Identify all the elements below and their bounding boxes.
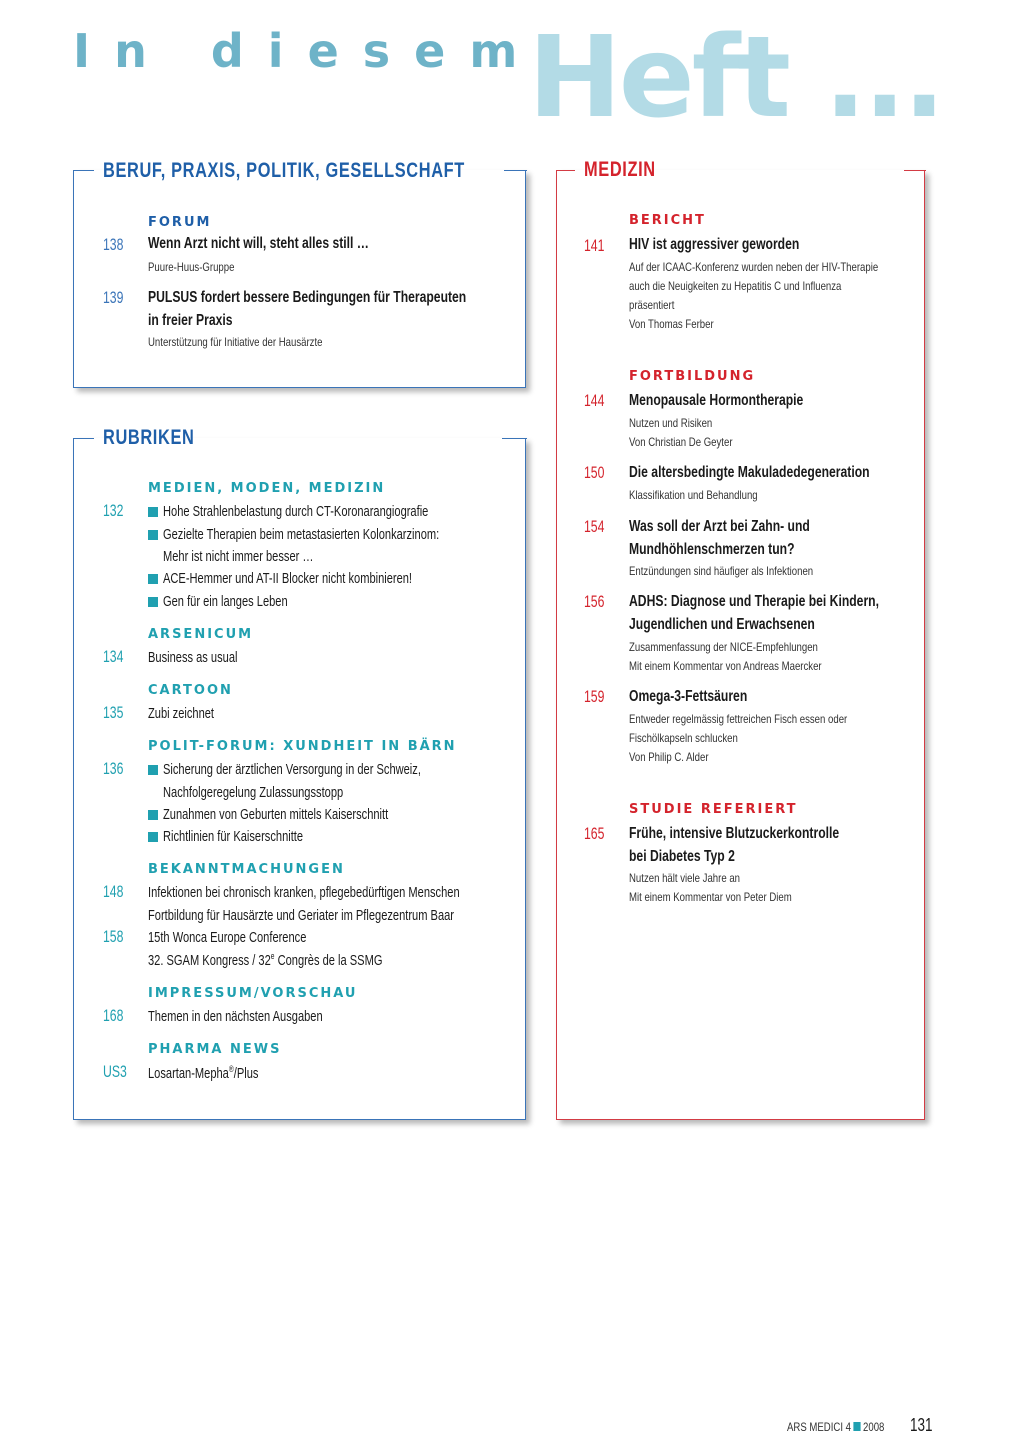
article-title: Frühe, intensive Blutzuckerkontrolle xyxy=(629,825,840,842)
article-sub: Entweder regelmässig fettreichen Fisch essen oder xyxy=(629,712,848,726)
page-134: 134 xyxy=(103,647,124,666)
footer-square-icon xyxy=(853,1422,860,1431)
beruf-box xyxy=(73,170,526,388)
page-156: 156 xyxy=(584,592,605,611)
list-item: Zunahmen von Geburten mittels Kaiserschnitt xyxy=(163,806,389,823)
page-136: 136 xyxy=(103,759,124,778)
article-title: Menopausale Hormontherapie xyxy=(629,392,804,409)
article-title: Jugendlichen und Erwachsenen xyxy=(629,616,815,633)
list-item: Sicherung der ärztlichen Versorgung in der Schweiz, xyxy=(163,761,421,778)
bullet-icon xyxy=(148,597,158,607)
article-title: Omega-3-Fettsäuren xyxy=(629,688,748,705)
list-item xyxy=(148,1065,258,1081)
header-heft: Heft ... xyxy=(528,13,943,143)
article-sub: Fischölkapseln schlucken xyxy=(629,731,738,745)
category-pharma: PHARMA NEWS xyxy=(148,1042,282,1057)
list-item: Hohe Strahlenbelastung durch CT-Koronarangiografie xyxy=(163,503,429,520)
page-139: 139 xyxy=(103,288,124,307)
article-title: Was soll der Arzt bei Zahn- und xyxy=(629,518,810,535)
list-item xyxy=(148,952,382,968)
page-141: 141 xyxy=(584,236,605,255)
category-polit: POLIT-FORUM: XUNDHEIT IN BÄRN xyxy=(148,739,457,754)
page-132: 132 xyxy=(103,501,124,520)
bullet-icon xyxy=(148,832,158,842)
article-sub: Mit einem Kommentar von Andreas Maercker xyxy=(629,659,822,673)
category-fortbildung: FORTBILDUNG xyxy=(629,369,756,384)
footer-page-number: 131 xyxy=(910,1415,933,1435)
list-item: Themen in den nächsten Ausgaben xyxy=(148,1008,323,1025)
list-item: Richtlinien für Kaiserschnitte xyxy=(163,828,304,845)
article-sub: Entzündungen sind häufiger als Infektionen xyxy=(629,564,814,578)
category-studie: STUDIE REFERIERT xyxy=(629,802,798,817)
list-item: Gen für ein langes Leben xyxy=(163,593,288,610)
article-sub: Mit einem Kommentar von Peter Diem xyxy=(629,890,792,904)
list-item: Gezielte Therapien beim metastasierten Kolonkarzinom: xyxy=(163,526,440,543)
list-item-part: 32. SGAM Kongress / 32 xyxy=(148,952,271,969)
list-item: Zubi zeichnet xyxy=(148,705,215,722)
article-title: HIV ist aggressiver geworden xyxy=(629,236,800,253)
article-sub: Von Christian De Geyter xyxy=(629,435,733,449)
page-135: 135 xyxy=(103,703,124,722)
article-title: in freier Praxis xyxy=(148,312,233,329)
article-sub: Auf der ICAAC-Konferenz wurden neben der HIV-Therapie xyxy=(629,260,879,274)
page-165: 165 xyxy=(584,824,605,843)
bullet-icon xyxy=(148,765,158,775)
category-forum: FORUM xyxy=(148,215,212,230)
superscript: e xyxy=(270,951,275,961)
category-impressum: IMPRESSUM/VORSCHAU xyxy=(148,986,358,1001)
article-sub: Nutzen hält viele Jahre an xyxy=(629,871,740,885)
page-168: 168 xyxy=(103,1006,124,1025)
page-158: 158 xyxy=(103,927,124,946)
section-title-rubriken: RUBRIKEN xyxy=(103,426,195,449)
section-title-medizin: MEDIZIN xyxy=(584,158,656,181)
category-bekannt: BEKANNTMACHUNGEN xyxy=(148,862,345,877)
category-medien: MEDIEN, MODEN, MEDIZIN xyxy=(148,481,386,496)
superscript: ® xyxy=(228,1064,234,1074)
list-item: Mehr ist nicht immer besser … xyxy=(163,548,314,565)
article-title: PULSUS fordert bessere Bedingungen für Therapeuten xyxy=(148,289,467,306)
bullet-icon xyxy=(148,507,158,517)
category-cartoon: CARTOON xyxy=(148,683,233,698)
article-sub: Von Philip C. Alder xyxy=(629,750,709,764)
footer-journal xyxy=(787,1421,884,1433)
article-sub: präsentiert xyxy=(629,298,675,312)
page-159: 159 xyxy=(584,687,605,706)
page-138: 138 xyxy=(103,235,124,254)
article-sub: Unterstützung für Initiative der Hausärzte xyxy=(148,335,323,349)
article-title: Die altersbedingte Makuladedegeneration xyxy=(629,464,870,481)
article-sub: Nutzen und Risiken xyxy=(629,416,713,430)
page-144: 144 xyxy=(584,391,605,410)
list-item: Nachfolgeregelung Zulassungsstopp xyxy=(163,784,344,801)
article-sub: Klassifikation und Behandlung xyxy=(629,488,758,502)
bullet-icon xyxy=(148,574,158,584)
list-item: ACE-Hemmer und AT-II Blocker nicht kombinieren! xyxy=(163,570,413,587)
page-us3: US3 xyxy=(103,1062,127,1081)
page-148: 148 xyxy=(103,882,124,901)
article-sub: Zusammenfassung der NICE-Empfehlungen xyxy=(629,640,818,654)
list-item: 15th Wonca Europe Conference xyxy=(148,929,307,946)
article-sub: auch die Neuigkeiten zu Hepatitis C und Influenza xyxy=(629,279,842,293)
list-item-part: Losartan-Mepha xyxy=(148,1065,229,1082)
section-title-beruf: BERUF, PRAXIS, POLITIK, GESELLSCHAFT xyxy=(103,159,465,182)
list-item: Fortbildung für Hausärzte und Geriater im Pflegezentrum Baar xyxy=(148,907,455,924)
list-item: Infektionen bei chronisch kranken, pflegebedürftigen Menschen xyxy=(148,884,460,901)
bullet-icon xyxy=(148,530,158,540)
page-154: 154 xyxy=(584,517,605,536)
footer-year: 2008 xyxy=(863,1420,885,1434)
footer-journal-name: ARS MEDICI 4 xyxy=(787,1420,852,1434)
header-in-diesem: In diesem xyxy=(73,24,542,78)
article-title: Wenn Arzt nicht will, steht alles still … xyxy=(148,235,369,252)
article-title: bei Diabetes Typ 2 xyxy=(629,848,735,865)
category-arsenicum: ARSENICUM xyxy=(148,627,254,642)
article-sub: Von Thomas Ferber xyxy=(629,317,714,331)
category-bericht: BERICHT xyxy=(629,213,706,228)
list-item-part: /Plus xyxy=(233,1065,259,1082)
article-sub: Puure-Huus-Gruppe xyxy=(148,260,235,274)
article-title: ADHS: Diagnose und Therapie bei Kindern, xyxy=(629,593,879,610)
bullet-icon xyxy=(148,810,158,820)
article-title: Mundhöhlenschmerzen tun? xyxy=(629,541,795,558)
list-item-part: Congrès de la SSMG xyxy=(274,952,383,969)
list-item: Business as usual xyxy=(148,649,238,666)
page-150: 150 xyxy=(584,463,605,482)
